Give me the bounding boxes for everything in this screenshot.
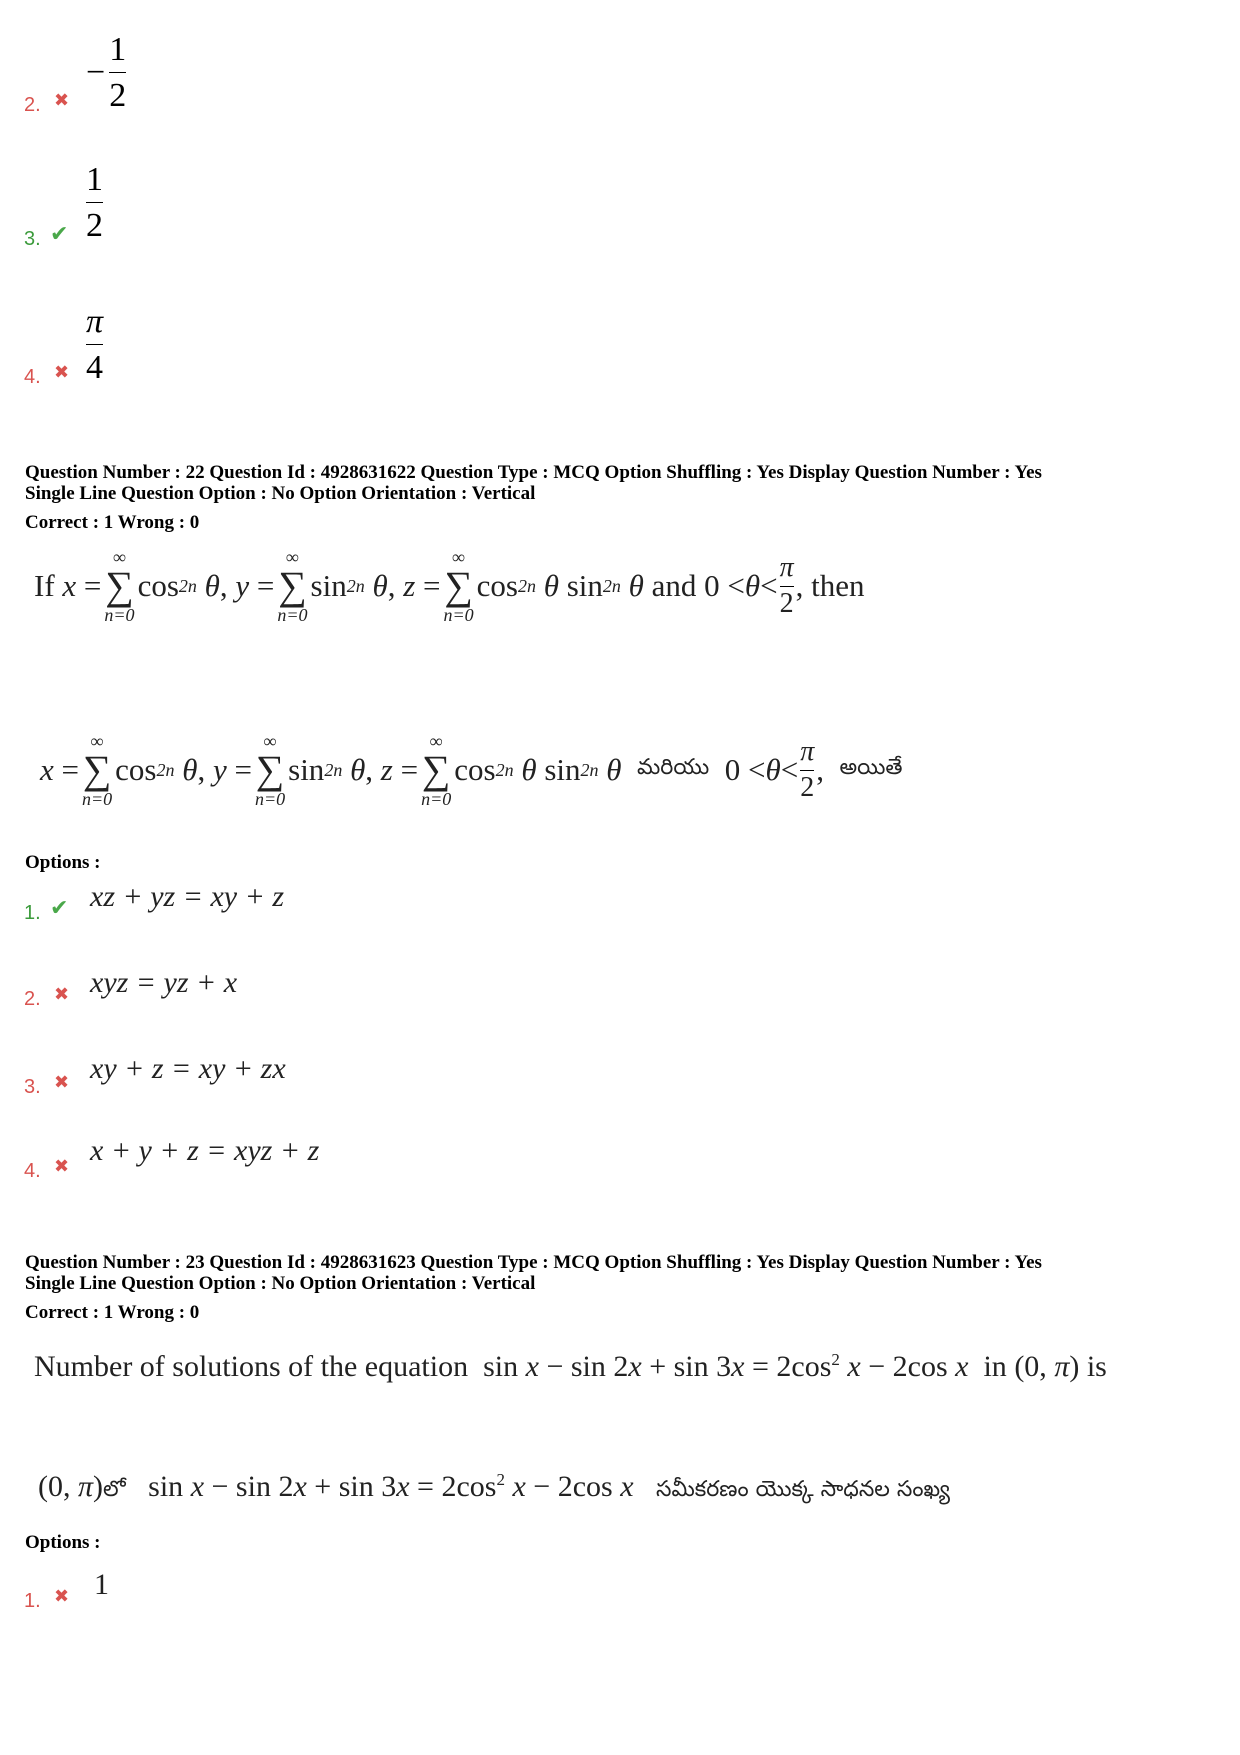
q22-options-label: Options : <box>25 852 101 873</box>
option-number: 2. <box>24 988 41 1010</box>
numerator: π <box>86 303 104 340</box>
wrong-icon: ✖ <box>54 1156 70 1177</box>
summation: ∞ ∑ n=0 <box>277 547 308 625</box>
summation: ∞ ∑ n=0 <box>254 731 286 809</box>
denominator: 2 <box>86 207 103 245</box>
q22-meta-line1: Question Number : 22 Question Id : 4928631622 Question Type : MCQ Option Shuffling : Yes Display Question Number : Yes <box>25 462 1042 483</box>
q23-meta-line2: Single Line Question Option : No Option Orientation : Vertical <box>25 1273 536 1294</box>
q23-meta-line3: Correct : 1 Wrong : 0 <box>25 1302 200 1323</box>
option-number: 4. <box>24 366 41 388</box>
fraction <box>86 160 103 245</box>
option-text: xy + z = xy + zx <box>90 1052 286 1085</box>
and-word: and <box>651 568 697 603</box>
q23-question-telugu: (0, π)లో $\sin x - \sin 2x + \sin 3x = 2\cos^2$ x − 2cos x సమీకరణం యొక్క సాధనల సంఖ్య <box>38 1470 950 1503</box>
fraction <box>109 30 126 115</box>
option-text: 1 <box>94 1568 109 1601</box>
q22-option-4 <box>24 1134 624 1184</box>
wrong-icon: ✖ <box>54 90 70 111</box>
fraction-bar <box>86 344 103 345</box>
numerator: 1 <box>86 161 103 198</box>
summation: ∞ ∑ n=0 <box>421 731 452 809</box>
denominator: 4 <box>86 349 104 387</box>
fraction: $\frac{\pi}{2}$ <box>800 735 815 803</box>
option-number: 4. <box>24 1160 41 1182</box>
summation: ∞ ∑ n=0 <box>82 731 113 809</box>
q22-option-3 <box>24 1052 624 1102</box>
if-word: If <box>34 568 55 603</box>
in-word: in <box>983 1350 1007 1383</box>
option-math <box>86 30 126 115</box>
question-text: Number of solutions of the equation <box>34 1350 469 1383</box>
fraction-bar <box>109 72 126 73</box>
option-text: x + y + z = xyz + z <box>90 1134 320 1167</box>
is-word: is <box>1086 1350 1107 1383</box>
wrong-icon: ✖ <box>54 984 70 1005</box>
wrong-icon: ✖ <box>54 362 70 383</box>
denominator: 2 <box>109 77 127 115</box>
telugu-lo: లో <box>103 1477 126 1502</box>
option-number: 1. <box>24 902 41 924</box>
fraction <box>86 302 103 387</box>
q22-meta-line2: Single Line Question Option : No Option Orientation : Vertical <box>25 483 536 504</box>
telugu-then: అయితే <box>839 755 903 780</box>
option-number: 3. <box>24 1076 41 1098</box>
wrong-icon: ✖ <box>54 1072 70 1093</box>
q23-option-1 <box>24 1568 324 1618</box>
option-text: xyz = yz + x <box>90 966 238 999</box>
wrong-icon: ✖ <box>54 1586 70 1607</box>
fraction: $\frac{\pi}{2}$ <box>779 551 794 619</box>
check-icon: ✔ <box>50 896 69 921</box>
q22-option-1 <box>24 880 624 930</box>
numerator: 1 <box>109 31 127 68</box>
q23-question-english: Number of solutions of the equation $\sin x - \sin 2x + \sin 3x = 2\cos^2$ x − 2cos x in (0, π) is <box>34 1350 1107 1383</box>
telugu-question-text: సమీకరణం యొక్క సాధనల సంఖ్య <box>656 1477 950 1502</box>
minus-sign: − <box>86 53 106 91</box>
option-number: 3. <box>24 228 41 250</box>
then-word: , then <box>795 568 865 603</box>
option-number: 2. <box>24 94 41 116</box>
q22-question-english: If x = ∞ ∑ n=0 cos 2n θ , y = ∞ ∑ n=0 sin 2n θ , z = ∞ ∑ n=0 cos 2n θ sin 2n θ and 0 < θ < $\frac{\pi}{2}$ , then <box>34 547 865 625</box>
q23-meta-line1: Question Number : 23 Question Id : 4928631623 Question Type : MCQ Option Shuffling : Yes Display Question Number : Yes <box>25 1252 1042 1273</box>
q23-options-label: Options : <box>25 1532 101 1553</box>
q22-question-telugu: x = ∞ ∑ n=0 cos 2n θ , y = ∞ ∑ n=0 sin 2n θ , z = ∞ ∑ n=0 cos 2n θ sin 2n θ మరియు 0 < θ < $\frac{\pi}{2}$ , అయితే <box>40 731 903 809</box>
check-icon: ✔ <box>50 222 69 247</box>
q22-meta-line3: Correct : 1 Wrong : 0 <box>25 512 200 533</box>
option-number: 1. <box>24 1590 41 1612</box>
summation: ∞ ∑ n=0 <box>443 547 474 625</box>
summation: ∞ ∑ n=0 <box>104 547 135 625</box>
option-text: xz + yz = xy + z <box>90 880 285 913</box>
fraction-bar <box>86 202 103 203</box>
q22-option-2 <box>24 966 624 1016</box>
telugu-and: మరియు <box>637 755 710 780</box>
